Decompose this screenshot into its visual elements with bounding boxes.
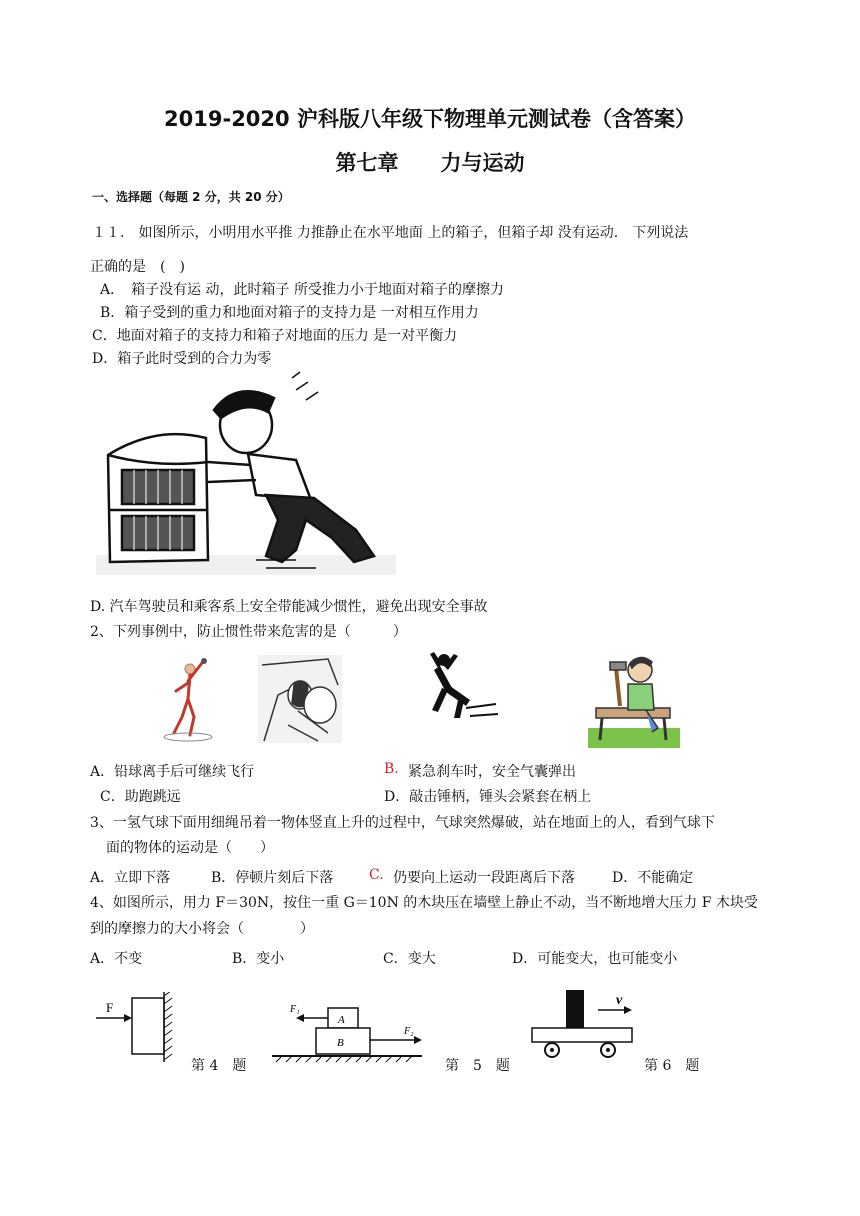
q1-option-c: C．地面对箱子的支持力和箱子对地面的压力 是一对平衡力 [92,328,458,344]
q4-option-d: D．可能变大，也可能变小 [512,951,678,967]
hammer-figure [588,648,680,748]
figure-6-cart [528,984,638,1068]
figure-5-stacked-blocks [272,1000,428,1066]
q4-option-c: C．变大 [383,951,436,967]
q3-option-c-text: 仍要向上运动一段距离后下落 [393,870,575,886]
figure-5-f2-label: F₂ [404,1026,414,1037]
q2-option-a: A．铅球离手后可继续飞行 [90,764,255,780]
airbag-figure [258,655,342,743]
shot-put-athlete-figure [160,655,216,743]
q3-option-c-letter: C. [369,867,384,883]
q1-option-d: D．箱子此时受到的合力为零 [92,351,272,367]
q2-option-b-letter: B. [384,761,399,777]
figure-4-force-label: F [106,1000,114,1015]
q4-option-a: A．不变 [90,951,143,967]
q2-option-b-text: 紧急刹车时，安全气囊弹出 [408,764,576,780]
q3-stem-line1: 3、一氢气球下面用细绳吊着一物体竖直上升的过程中，气球突然爆破，站在地面上的人，看到气球下 [90,815,715,831]
document-title: 2019-2020 沪科版八年级下物理单元测试卷（含答案） [164,107,696,131]
figure-6-caption: 第 6 题 [644,1058,700,1074]
figure-5-block-b-label: B [337,1037,344,1049]
figure-4-caption: 第 4 题 [191,1058,247,1074]
q4-option-b: B．变小 [232,951,285,967]
q1-option-a: A． 箱子没有运 动，此时箱子 所受推力小于地面对箱子的摩擦力 [100,282,505,298]
figure-6-velocity-label: v [616,993,623,1008]
figure-5-block-a-label: A [338,1014,345,1026]
long-jump-figure [404,648,500,724]
section-heading: 一、选择题（每题 2 分，共 20 分） [92,190,290,204]
q3-option-d: D．不能确定 [612,870,694,886]
q4-stem-line1: 4、如图所示，用力 F＝30N，按住一重 G＝10N 的木块压在墙壁上静止不动，当不断地增大压力 F 木块受 [90,895,758,911]
q1-stem-line1: １１. 如图所示，小明用水平推 力推静止在水平地面 上的箱子，但箱子却 没有运动. 下列说法 [92,225,689,241]
q1-stem-line2: 正确的是 ( ) [90,259,185,275]
chapter-title: 第七章 力与运动 [335,151,525,175]
figure-5-caption: 第 5 题 [445,1058,510,1074]
q4-stem-line2: 到的摩擦力的大小将会（ ） [90,921,314,937]
q3-option-a: A．立即下落 [90,870,171,886]
q1-extra-option: D. 汽车驾驶员和乘客系上安全带能减少惯性，避免出现安全事故 [90,599,488,615]
q3-option-b: B．停顿片刻后下落 [211,870,334,886]
figure-4-wall-block [94,992,184,1064]
q2-option-c: C．助跑跳远 [100,789,181,805]
q2-stem: 2、下列事例中，防止惯性带来危害的是（ ） [90,624,407,640]
q3-stem-line2: 面的物体的运动是（ ） [106,840,274,856]
boy-pushing-box-figure [96,370,396,580]
figure-5-f1-label: F₁ [290,1004,300,1015]
q1-option-b: B．箱子受到的重力和地面对箱子的支持力是 一对相互作用力 [100,305,479,321]
q2-option-d: D．敲击锤柄，锤头会紧套在柄上 [384,789,592,805]
